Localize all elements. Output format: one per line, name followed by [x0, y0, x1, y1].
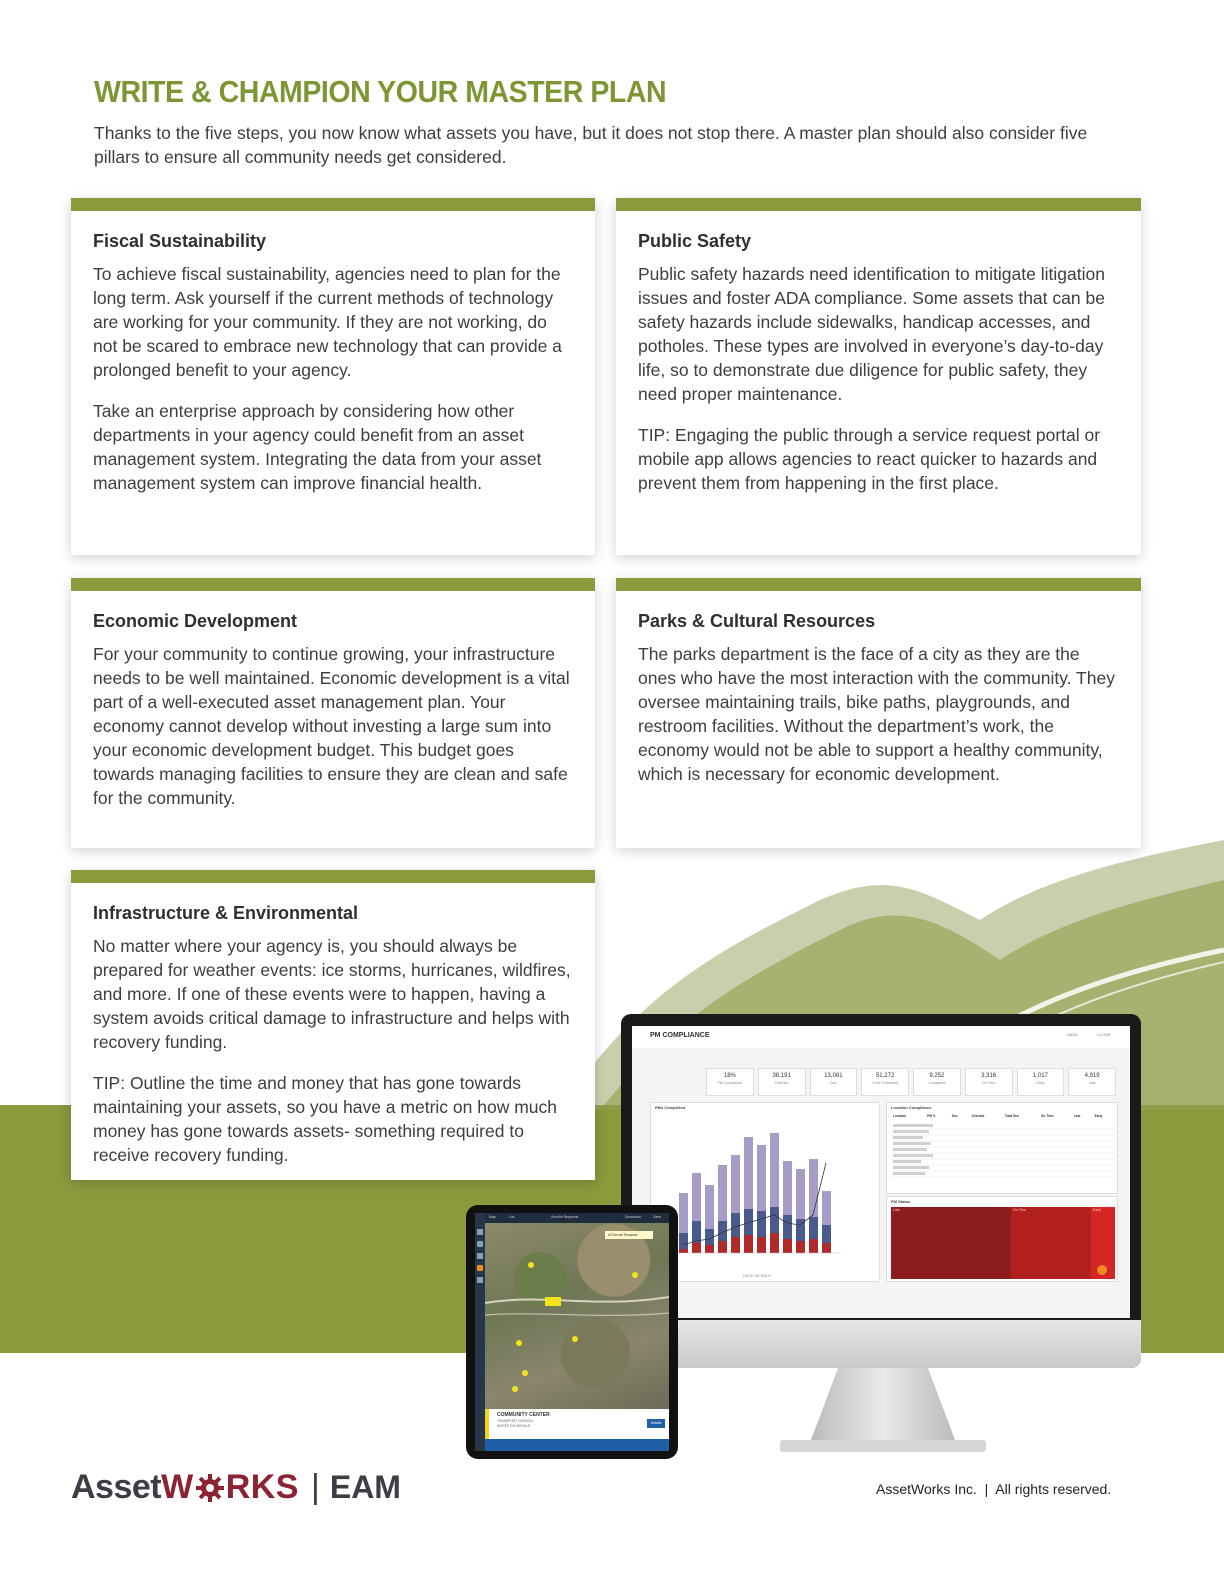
active-nav-icon[interactable] [477, 1265, 483, 1271]
action-fab[interactable] [1097, 1265, 1107, 1275]
kpi-label: Late [1088, 1081, 1096, 1085]
map-pin [528, 1262, 534, 1268]
gear-icon [195, 1473, 225, 1503]
assetworks-logo [71, 1468, 401, 1507]
kpi-value: 18% [723, 1073, 736, 1079]
map-pin [512, 1386, 518, 1392]
column-header: PM % [927, 1113, 936, 1118]
kpi-value: 3,316 [981, 1073, 997, 1079]
satellite-map[interactable] [485, 1223, 669, 1409]
bar-low [757, 1237, 766, 1253]
date-details-label: DATE DETAILS [743, 1273, 771, 1278]
card-heading: Infrastructure & Environmental [93, 903, 359, 923]
data-button[interactable]: DATA [1067, 1032, 1078, 1037]
column-header: Late [1073, 1113, 1081, 1118]
logo-separator: | [311, 1468, 320, 1506]
selected-asset-panel [485, 1409, 669, 1439]
layers-icon[interactable] [477, 1241, 483, 1247]
kpi-card [810, 1068, 858, 1096]
card-heading: Parks & Cultural Resources [638, 611, 876, 631]
kpi-row [706, 1068, 1116, 1096]
kpi-card [913, 1068, 961, 1096]
kpi-value: 51,272 [875, 1073, 895, 1079]
kpi-value: 38,191 [772, 1073, 791, 1079]
treemap-label: Late [893, 1208, 900, 1212]
tablet-bottom-bar [485, 1439, 669, 1451]
bar-low [809, 1239, 818, 1253]
column-header: On Time [1040, 1113, 1054, 1118]
logo-eam-text: EAM [329, 1469, 401, 1505]
dashboard-screen [632, 1026, 1130, 1318]
asset-title: COMMUNITY CENTER [497, 1412, 550, 1418]
card-paragraph: The parks department is the face of a city as they are the ones who have the most interaction with the community. They oversee maintaining trails, bike paths, playgrounds, and restroom facilities. Without the department’s work, the economy would not be able to support a healthy community, which is necessary for economic development. [638, 644, 1115, 784]
map-pin [522, 1370, 528, 1376]
kpi-card [706, 1068, 754, 1096]
tab-list[interactable]: List [509, 1215, 515, 1219]
panel-title: PM Status [891, 1199, 911, 1204]
treemap-label: Early [1093, 1208, 1101, 1212]
pm-status-panel [886, 1196, 1118, 1282]
copyright-notice: AssetWorks Inc. | All rights reserved. [876, 1481, 1112, 1497]
asset-line: TRANSPORT DIVISION [497, 1419, 533, 1423]
monitor-stand [808, 1368, 958, 1448]
kpi-card [1017, 1068, 1065, 1096]
monitor-base [780, 1440, 986, 1452]
list-icon[interactable] [477, 1253, 483, 1259]
card-tip: TIP: Engaging the public through a service request portal or mobile app allows agencies to react quicker to hazards and prevent them from happening in the first place. [638, 425, 1101, 493]
tablet-screen [475, 1213, 669, 1451]
card-economic-development [71, 578, 595, 848]
card-paragraph: For your community to continue growing, your infrastructure needs to be well maintained. Economic development is a vital part of a well-executed asset management plan. Your economy cannot develop without investing a large sum into your economic development budget. This budget goes towards managing facilities to ensure they are clean and safe for the community. [93, 644, 570, 808]
card-heading: Fiscal Sustainability [93, 231, 267, 251]
map-pin [632, 1272, 638, 1278]
treemap-label: On Time [1013, 1208, 1027, 1212]
card-fiscal-sustainability [71, 198, 595, 555]
settings-icon[interactable] [477, 1277, 483, 1283]
home-icon[interactable] [477, 1229, 483, 1235]
column-header: Overdue [971, 1113, 985, 1118]
kpi-label: Early [1036, 1081, 1045, 1085]
dashboard-header [632, 1026, 1130, 1048]
tab-save[interactable]: Save [653, 1215, 661, 1219]
map-overlay [485, 1223, 669, 1409]
kpi-value: 1,017 [1032, 1073, 1048, 1079]
bar-low [718, 1241, 727, 1253]
kpi-value: 9,252 [929, 1073, 945, 1079]
asset-line: INSPECT/SCHEDULE [497, 1423, 531, 1428]
card-public-safety [616, 198, 1141, 555]
kpi-label: PM Compliance [717, 1081, 743, 1085]
bar-low [705, 1245, 714, 1253]
kpi-value: 4,919 [1084, 1073, 1100, 1079]
card-tip: TIP: Outline the time and money that has gone towards maintaining your assets, so you have a metric on how much money has gone towards assets- something required to receive recovery funding. [93, 1073, 557, 1165]
card-paragraph: Public safety hazards need identification to mitigate litigation issues and foster ADA compliance. Some assets that can be safety hazards include sidewalks, handicap accesses, and potholes. These types are involved in everyone’s day-to-day life, so to demonstrate due diligence for public safety, they need proper maintenance. [638, 264, 1105, 404]
close-button[interactable]: CLOSE [1097, 1032, 1111, 1037]
tab-map[interactable]: Map [489, 1215, 496, 1219]
bar-low [770, 1233, 779, 1253]
map-filter-chip[interactable]: All Service Requests [605, 1231, 653, 1239]
tablet-topbar [485, 1213, 669, 1223]
treemap-on-time [1011, 1207, 1091, 1279]
column-header: Due [951, 1113, 958, 1118]
location-table-rows [891, 1123, 1115, 1189]
bar-low [744, 1235, 753, 1253]
card-heading: Economic Development [93, 611, 298, 631]
dashboard-title: PM COMPLIANCE [650, 1032, 710, 1039]
kpi-label: To be Completed [871, 1081, 899, 1085]
kpi-label: Overdue [774, 1081, 789, 1085]
logo-works-w: W [161, 1468, 194, 1506]
kpi-card [1068, 1068, 1116, 1096]
tablet-sidebar [475, 1213, 485, 1451]
treemap-late [891, 1207, 1011, 1279]
card-paragraph: To achieve fiscal sustainability, agencies need to plan for the long term. Ask yourself if the current methods of technology are working for your community. If they are not working, do not be scared to embrace new technology that can provide a prolonged benefit to your agency. [93, 264, 562, 380]
kpi-card [965, 1068, 1013, 1096]
bar-low [796, 1241, 805, 1253]
location-compliance-panel [886, 1102, 1118, 1194]
pm-completed-panel [650, 1102, 880, 1282]
tab-download[interactable]: Download [625, 1215, 641, 1219]
card-paragraph: No matter where your agency is, you should always be prepared for weather events: ice storms, hurricanes, wildfires, and more. If one of these events were to happen, having a system avoids critical damage to infrastructure and helps with recovery funding. [93, 936, 571, 1052]
column-header: Total Due [1004, 1113, 1020, 1118]
kpi-card [758, 1068, 806, 1096]
table-header-row [891, 1113, 1116, 1118]
column-header: Location [893, 1113, 907, 1118]
kpi-label: On Time [982, 1081, 996, 1085]
panel-title: PMs Completed [655, 1105, 686, 1110]
bar-low [783, 1239, 792, 1253]
monitor-chin [621, 1320, 1141, 1368]
card-heading: Public Safety [638, 231, 752, 251]
bar-low [731, 1237, 740, 1253]
asset-subtitle [497, 1419, 533, 1428]
kpi-label: Completed [928, 1081, 946, 1085]
card-infrastructure-environmental [71, 870, 595, 1180]
logo-asset-text: Asset [71, 1468, 162, 1506]
map-pin [516, 1340, 522, 1346]
intro-paragraph: Thanks to the five steps, you now know what assets you have, but it does not stop there. A master plan should also consider five pillars to ensure all community needs get considered. [94, 123, 1088, 167]
page-title: WRITE & CHAMPION YOUR MASTER PLAN [94, 74, 667, 109]
pm-completed-chart [651, 1103, 881, 1283]
bar-group [679, 1133, 831, 1253]
column-header: Early [1094, 1113, 1103, 1118]
bar-low [679, 1249, 688, 1253]
tab-service-requests[interactable]: Service Requests [551, 1215, 579, 1219]
location-table [891, 1113, 1116, 1118]
kpi-value: 13,081 [824, 1073, 843, 1079]
logo-works-rest: RKS [225, 1468, 299, 1506]
map-selection-marker [545, 1297, 561, 1306]
map-pin [572, 1336, 578, 1342]
card-parks-cultural [616, 578, 1141, 848]
card-paragraph: Take an enterprise approach by considering how other departments in your agency could benefit from an asset management system. Integrating the data from your asset management system can improve financial health. [93, 401, 542, 493]
details-button[interactable]: Details [647, 1419, 665, 1428]
bar-low [692, 1243, 701, 1253]
kpi-card [861, 1068, 909, 1096]
bar-low [822, 1243, 831, 1253]
panel-title: Location Compliance [891, 1105, 932, 1110]
kpi-label: Due [830, 1081, 837, 1085]
